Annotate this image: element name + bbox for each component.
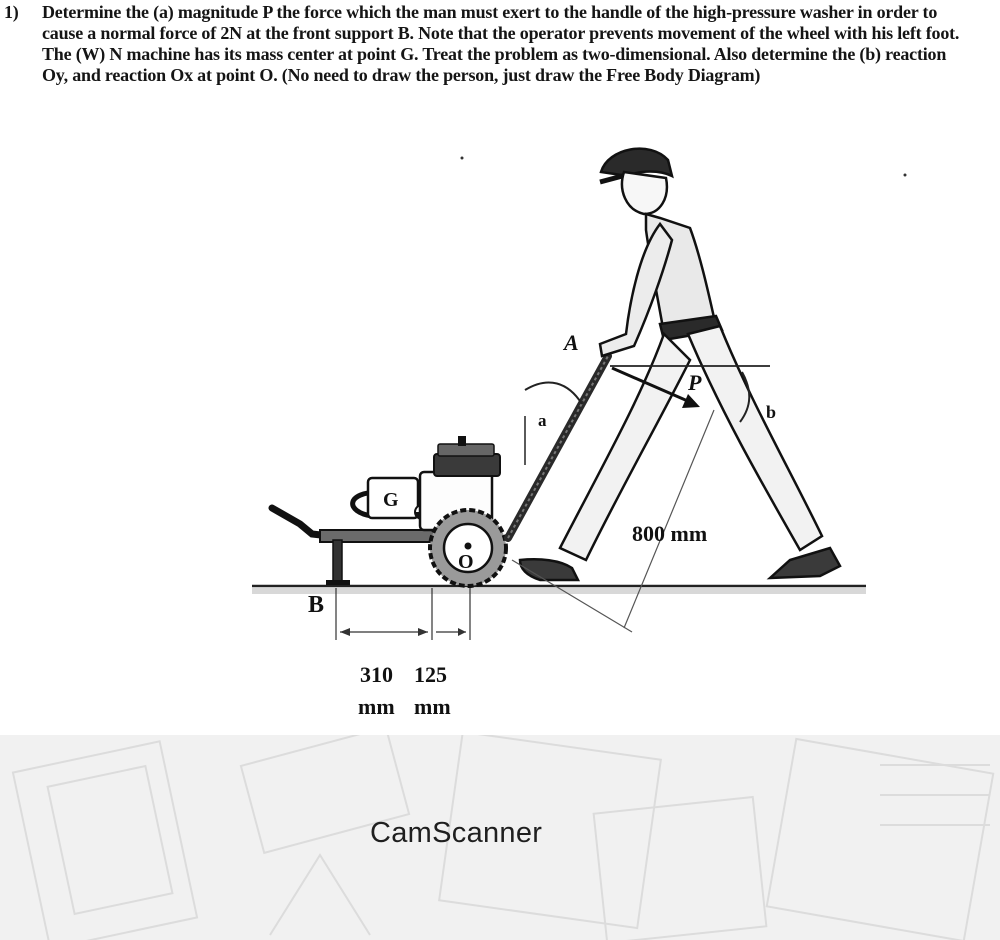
pin-o: [465, 543, 472, 550]
problem-statement: [4, 2, 972, 86]
dim-310-unit: mm: [358, 694, 395, 719]
problem-number: 1): [4, 2, 19, 22]
label-a: a: [538, 411, 547, 430]
ground-hatch: [252, 588, 866, 594]
washer-figure: [0, 120, 1000, 735]
dim-125-value: 125: [414, 662, 447, 687]
label-g: G: [383, 489, 399, 511]
label-a-point: A: [564, 330, 579, 355]
camscanner-watermark: [0, 735, 1000, 940]
dim-125-unit: mm: [414, 694, 451, 719]
dim-310-value: 310: [360, 662, 393, 687]
label-b: b: [766, 402, 777, 422]
engine-top: [434, 454, 500, 476]
label-p: P: [688, 370, 702, 395]
label-o: O: [458, 551, 474, 573]
problem-text: Determine the (a) magnitude P the force which the man must exert to the handle of the high-pressure washer in order to cause a normal force of 2N at the front support B. Note that the operator prevents movement of the wheel with his left foot. The (W) N machine has its mass center at point G. Treat the problem as two-dimensional. Also determine the (b) reaction Oy, and reaction Ox at point O. (No need to draw the person, just draw the Free Body Diagram): [42, 2, 960, 85]
front-support-leg: [333, 540, 342, 584]
label-b-support: B: [308, 592, 325, 618]
camscanner-brand: CamScanner: [370, 817, 543, 849]
angle-a-arc: [525, 382, 582, 404]
operator-figure: [520, 149, 840, 580]
dim-800-label: 800 mm: [632, 521, 708, 546]
front-support-pad: [326, 580, 350, 585]
